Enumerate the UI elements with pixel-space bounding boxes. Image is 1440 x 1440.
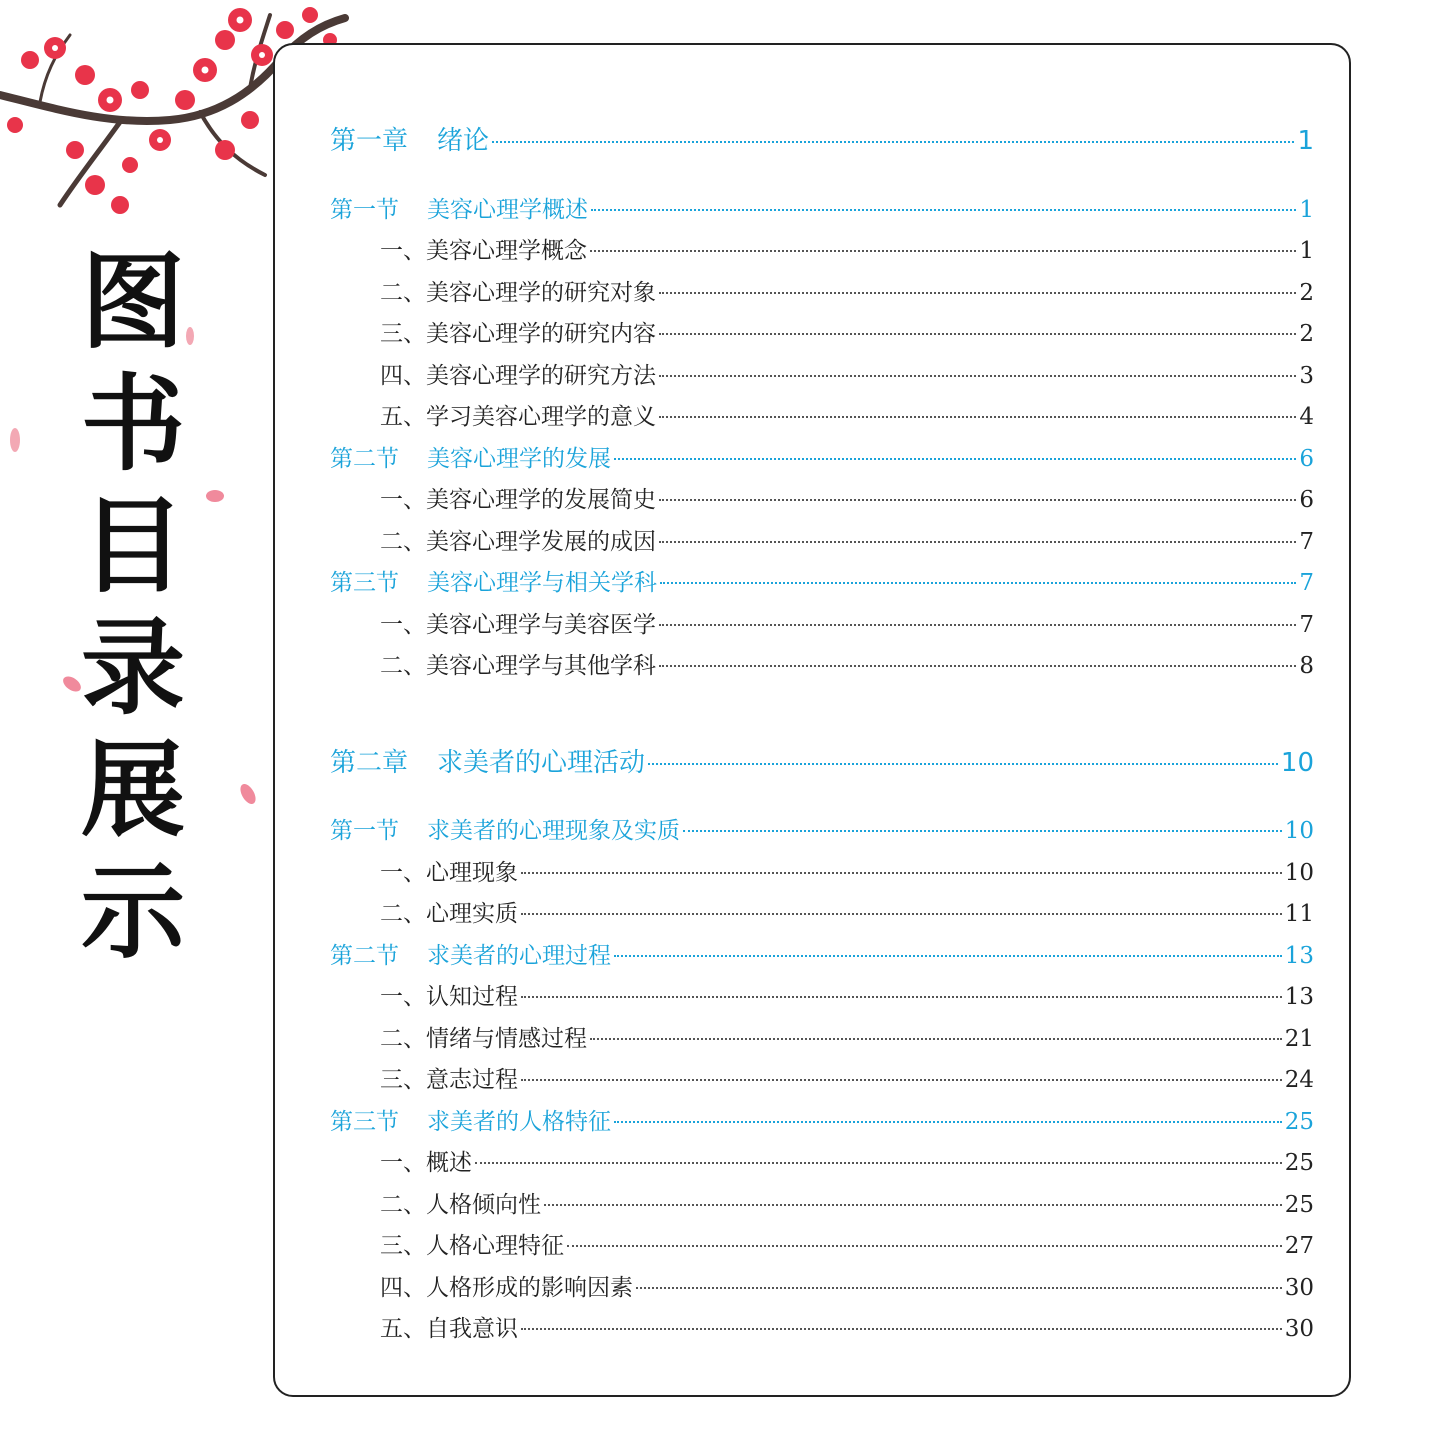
dot-leader	[659, 415, 1296, 418]
dot-leader	[614, 954, 1282, 957]
item-title: 一、美容心理学概念	[380, 238, 587, 264]
toc-panel	[273, 43, 1351, 1397]
page-number: 6	[1299, 487, 1314, 513]
item-title: 一、概述	[380, 1150, 472, 1176]
page-number: 1	[1297, 126, 1314, 156]
chapter-title: 绪论	[437, 126, 490, 156]
title-char: 图	[80, 241, 185, 363]
dot-leader	[659, 664, 1296, 667]
page-number: 8	[1299, 653, 1314, 679]
toc-item-entry	[380, 978, 1314, 1011]
chapter-number: 第一章	[330, 126, 409, 156]
page-number: 7	[1299, 570, 1314, 596]
section-title: 求美者的心理现象及实质	[427, 818, 680, 844]
chapter-number: 第二章	[330, 748, 409, 778]
item-title: 一、心理现象	[380, 860, 518, 886]
page-number: 25	[1284, 1109, 1314, 1135]
toc-item-entry	[380, 274, 1314, 307]
toc-item-entry	[380, 1310, 1314, 1343]
dot-leader	[659, 498, 1296, 501]
toc-section-entry	[330, 937, 1314, 970]
dot-leader	[521, 1078, 1282, 1081]
dot-leader	[648, 762, 1278, 765]
item-title: 三、美容心理学的研究内容	[380, 321, 656, 347]
toc-item-entry	[380, 357, 1314, 390]
toc-section-entry	[330, 440, 1314, 473]
toc-section-entry	[330, 564, 1314, 597]
page-number: 4	[1299, 404, 1314, 430]
dot-leader	[636, 1286, 1282, 1289]
dot-leader	[590, 1037, 1282, 1040]
toc-item-entry	[380, 1020, 1314, 1053]
item-title: 一、美容心理学的发展简史	[380, 487, 656, 513]
page-number: 30	[1284, 1275, 1314, 1301]
page-number: 7	[1299, 529, 1314, 555]
dot-leader	[544, 1203, 1282, 1206]
toc-item-entry	[380, 1061, 1314, 1094]
toc-item-entry	[380, 1144, 1314, 1177]
page-number: 3	[1299, 363, 1314, 389]
item-title: 二、心理实质	[380, 901, 518, 927]
page-number: 7	[1299, 612, 1314, 638]
page-number: 1	[1299, 238, 1314, 264]
toc-chapter-entry	[330, 742, 1314, 779]
page-number: 10	[1284, 818, 1314, 844]
dot-leader	[521, 912, 1282, 915]
title-char: 目	[80, 485, 185, 607]
section-title: 求美者的心理过程	[427, 943, 611, 969]
page-number: 11	[1284, 901, 1314, 927]
dot-leader	[660, 581, 1296, 584]
item-title: 四、人格形成的影响因素	[380, 1275, 633, 1301]
section-number: 第一节	[330, 197, 399, 223]
page-number: 27	[1284, 1233, 1314, 1259]
dot-leader	[614, 457, 1296, 460]
dot-leader	[521, 871, 1282, 874]
toc-section-entry	[330, 1103, 1314, 1136]
section-title: 美容心理学概述	[427, 197, 588, 223]
chapter-title: 求美者的心理活动	[437, 748, 646, 778]
page-number: 13	[1284, 984, 1314, 1010]
page-number: 24	[1284, 1067, 1314, 1093]
dot-leader	[659, 291, 1296, 294]
toc-item-entry	[380, 1227, 1314, 1260]
section-number: 第三节	[330, 570, 399, 596]
dot-leader	[659, 540, 1296, 543]
petal-decoration-icon	[236, 780, 260, 808]
page-number: 1	[1299, 197, 1314, 223]
page-number: 10	[1284, 860, 1314, 886]
section-number: 第三节	[330, 1109, 399, 1135]
toc-chapter-entry	[330, 120, 1314, 157]
page-number: 13	[1284, 943, 1314, 969]
toc-item-entry	[380, 854, 1314, 887]
item-title: 三、人格心理特征	[380, 1233, 564, 1259]
page-number: 2	[1299, 321, 1314, 347]
toc-item-entry	[380, 481, 1314, 514]
item-title: 二、美容心理学发展的成因	[380, 529, 656, 555]
section-title: 美容心理学与相关学科	[427, 570, 657, 596]
toc-item-entry	[380, 1269, 1314, 1302]
dot-leader	[659, 623, 1296, 626]
toc-item-entry	[380, 1186, 1314, 1219]
section-number: 第一节	[330, 818, 399, 844]
title-char: 书	[80, 363, 185, 485]
title-char: 展	[80, 729, 185, 851]
toc-item-entry	[380, 647, 1314, 680]
item-title: 三、意志过程	[380, 1067, 518, 1093]
dot-leader	[492, 140, 1294, 143]
page-number: 10	[1280, 748, 1314, 778]
petal-decoration-icon	[5, 425, 25, 455]
toc-section-entry	[330, 812, 1314, 845]
section-number: 第二节	[330, 446, 399, 472]
dot-leader	[475, 1161, 1282, 1164]
item-title: 二、美容心理学与其他学科	[380, 653, 656, 679]
item-title: 四、美容心理学的研究方法	[380, 363, 656, 389]
title-char: 录	[80, 607, 185, 729]
toc-item-entry	[380, 895, 1314, 928]
page-number: 30	[1284, 1316, 1314, 1342]
dot-leader	[659, 332, 1296, 335]
item-title: 二、美容心理学的研究对象	[380, 280, 656, 306]
dot-leader	[567, 1244, 1282, 1247]
item-title: 一、美容心理学与美容医学	[380, 612, 656, 638]
item-title: 五、学习美容心理学的意义	[380, 404, 656, 430]
toc-item-entry	[380, 606, 1314, 639]
title-char: 示	[80, 851, 185, 973]
page-number: 25	[1284, 1150, 1314, 1176]
vertical-page-title	[58, 241, 208, 982]
item-title: 五、自我意识	[380, 1316, 518, 1342]
dot-leader	[521, 995, 1282, 998]
section-number: 第二节	[330, 943, 399, 969]
page-number: 21	[1284, 1026, 1314, 1052]
toc-item-entry	[380, 398, 1314, 431]
dot-leader	[614, 1120, 1282, 1123]
dot-leader	[521, 1327, 1282, 1330]
item-title: 二、情绪与情感过程	[380, 1026, 587, 1052]
dot-leader	[659, 374, 1296, 377]
toc-item-entry	[380, 232, 1314, 265]
section-title: 美容心理学的发展	[427, 446, 611, 472]
toc-item-entry	[380, 523, 1314, 556]
dot-leader	[590, 249, 1296, 252]
page-number: 2	[1299, 280, 1314, 306]
page-number: 25	[1284, 1192, 1314, 1218]
toc-item-entry	[380, 315, 1314, 348]
page-number: 6	[1299, 446, 1314, 472]
item-title: 二、人格倾向性	[380, 1192, 541, 1218]
toc-section-entry	[330, 191, 1314, 224]
dot-leader	[683, 829, 1282, 832]
section-title: 求美者的人格特征	[427, 1109, 611, 1135]
dot-leader	[591, 208, 1296, 211]
item-title: 一、认知过程	[380, 984, 518, 1010]
